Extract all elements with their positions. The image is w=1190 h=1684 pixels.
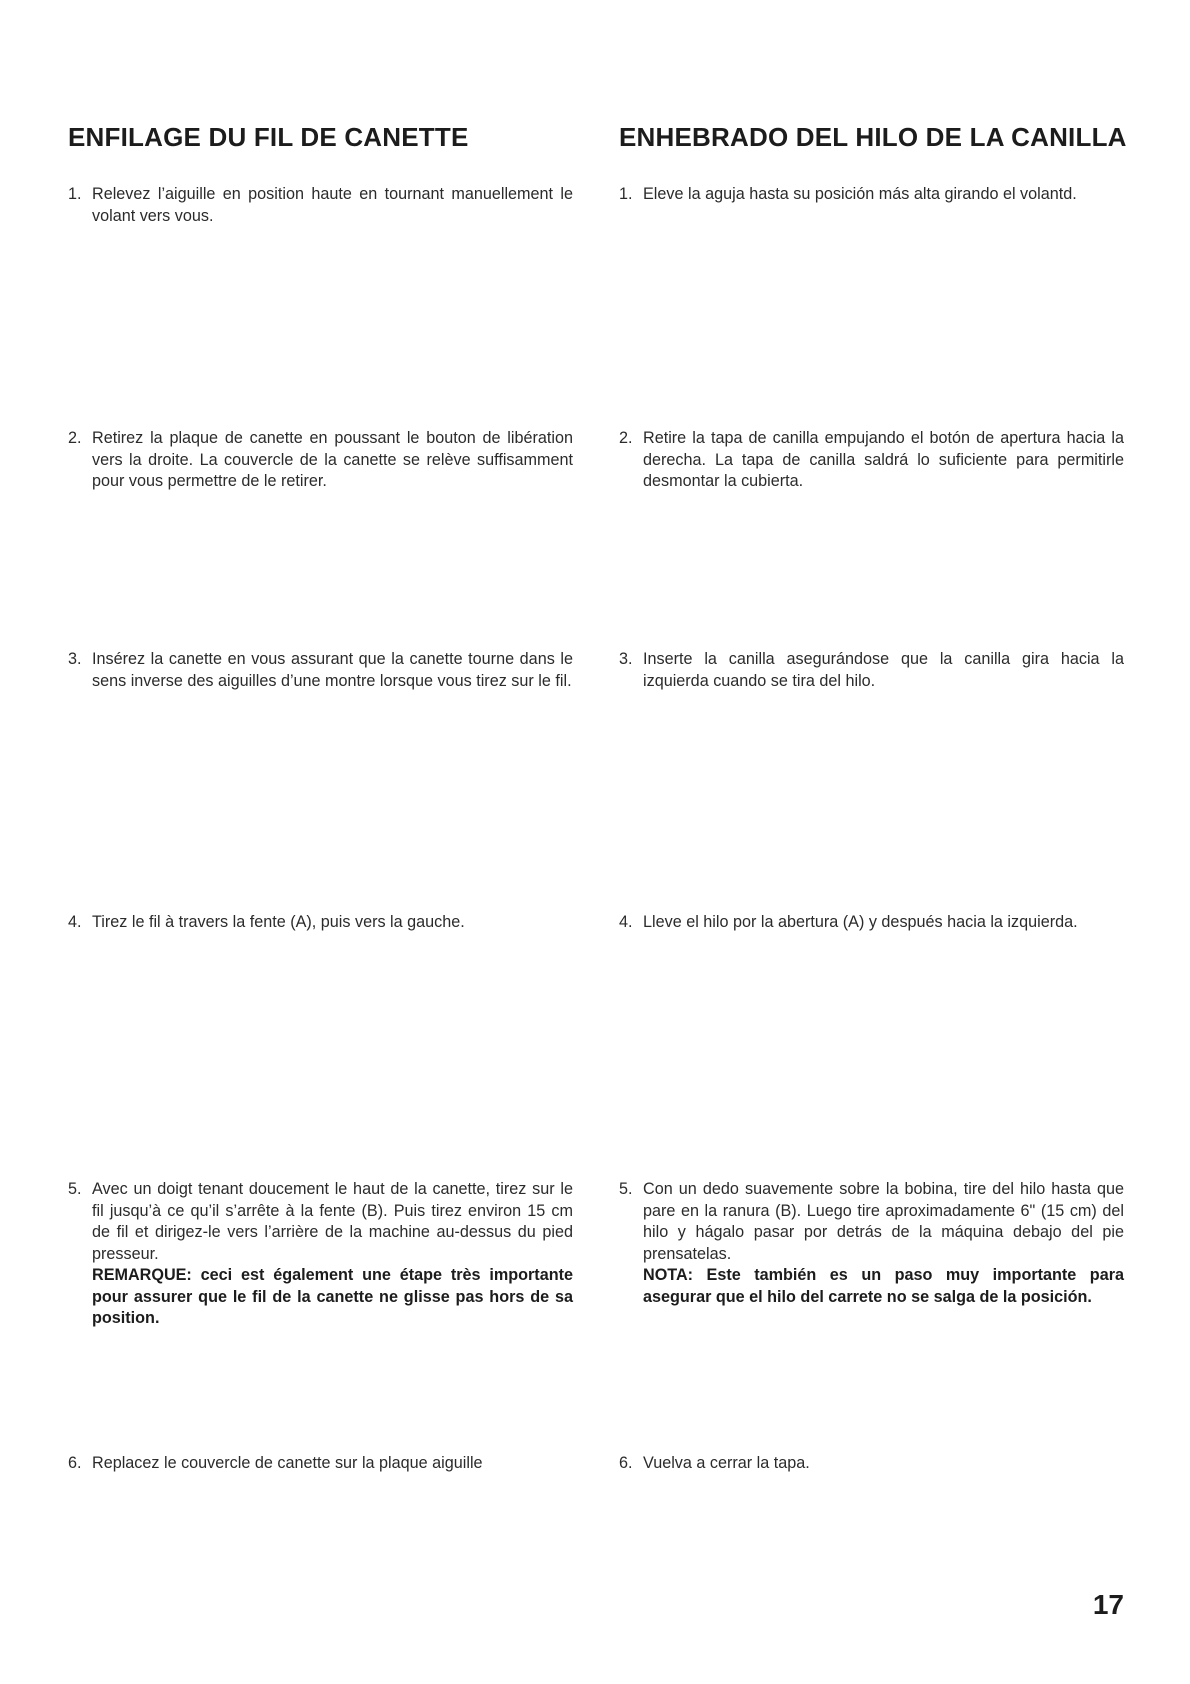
french-step-2 (68, 428, 573, 493)
spanish-step-6 (619, 1453, 1124, 1475)
spanish-step-5 (619, 1179, 1124, 1308)
step-number: 5. (619, 1180, 633, 1198)
spanish-step-1 (619, 184, 1124, 206)
spanish-step-3 (619, 649, 1124, 692)
step-number: 4. (68, 913, 82, 931)
french-step-1 (68, 184, 573, 227)
french-step-3 (68, 649, 573, 692)
step-text: Vuelva a cerrar la tapa. (643, 1454, 810, 1472)
step-number: 1. (619, 185, 633, 203)
french-title: ENFILAGE DU FIL DE CANETTE (68, 122, 469, 152)
step-number: 6. (68, 1454, 82, 1472)
step-number: 3. (619, 650, 633, 668)
step-text: Retirez la plaque de canette en poussant le bouton de libération vers la droite. La couvercle de la canette se relève suffisamment pour vous permettre de le retirer. (92, 429, 573, 490)
spanish-step-4 (619, 912, 1124, 934)
step-number: 6. (619, 1454, 633, 1472)
step-note: REMARQUE: ceci est également une étape très importante pour assurer que le fil de la canette ne glisse pas hors de sa position. (92, 1266, 573, 1327)
step-number: 5. (68, 1180, 82, 1198)
step-text: Insérez la canette en vous assurant que la canette tourne dans le sens inverse des aiguilles d’une montre lorsque vous tirez sur le fil. (92, 650, 573, 690)
step-text: Eleve la aguja hasta su posición más alta girando el volantd. (643, 185, 1077, 203)
step-text: Avec un doigt tenant doucement le haut de la canette, tirez sur le fil jusqu’à ce qu’il s’arrête à la fente (B). Puis tirez environ 15 cm de fil et dirigez-le vers l’arrière de la machine au-dessus du pied presseur. (92, 1180, 573, 1263)
step-number: 2. (619, 429, 633, 447)
step-number: 2. (68, 429, 82, 447)
step-text: Replacez le couvercle de canette sur la plaque aiguille (92, 1454, 483, 1472)
step-text: Inserte la canilla asegurándose que la canilla gira hacia la izquierda cuando se tira del hilo. (643, 650, 1124, 690)
french-step-6 (68, 1453, 573, 1475)
french-step-4 (68, 912, 573, 934)
step-text: Lleve el hilo por la abertura (A) y después hacia la izquierda. (643, 913, 1078, 931)
spanish-step-2 (619, 428, 1124, 493)
french-step-5 (68, 1179, 573, 1330)
step-text: Con un dedo suavemente sobre la bobina, tire del hilo hasta que pare en la ranura (B). Luego tire aproximadamente 6" (15 cm) del hilo y hágalo pasar por detrás de la máquina debajo del pie prensatelas. (643, 1180, 1124, 1263)
step-text: Retire la tapa de canilla empujando el botón de apertura hacia la derecha. La tapa de canilla saldrá lo suficiente para permitirle desmontar la cubierta. (643, 429, 1124, 490)
step-number: 3. (68, 650, 82, 668)
step-number: 1. (68, 185, 82, 203)
step-text: Tirez le fil à travers la fente (A), puis vers la gauche. (92, 913, 465, 931)
step-note: NOTA: Este también es un paso muy importante para asegurar que el hilo del carrete no se salga de la posición. (643, 1266, 1124, 1306)
page-number: 17 (1092, 1589, 1124, 1620)
step-text: Relevez l’aiguille en position haute en tournant manuellement le volant vers vous. (92, 185, 573, 225)
spanish-title: ENHEBRADO DEL HILO DE LA CANILLA (619, 122, 1127, 152)
step-number: 4. (619, 913, 633, 931)
